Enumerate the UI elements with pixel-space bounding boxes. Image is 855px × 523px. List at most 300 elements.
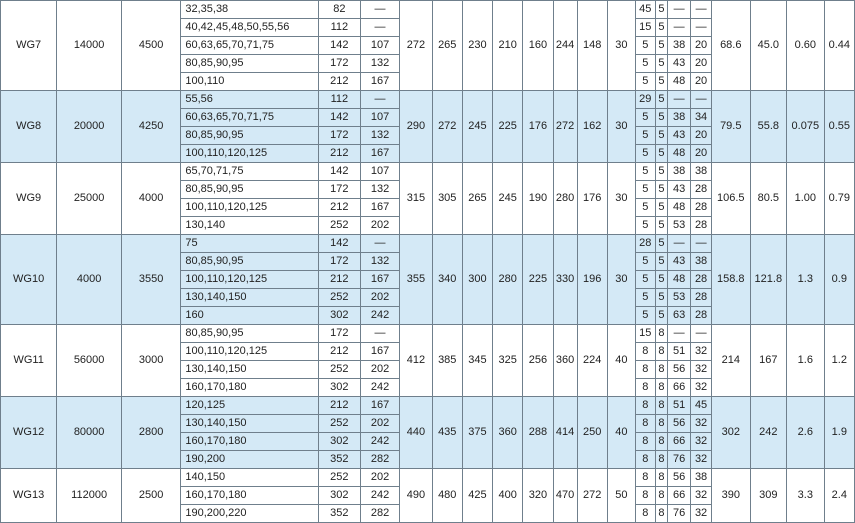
- table-cell: 32: [691, 487, 712, 505]
- table-cell: 390: [711, 469, 750, 523]
- table-cell: 25000: [57, 163, 122, 235]
- table-cell: —: [360, 91, 400, 109]
- table-cell: 5: [655, 55, 668, 73]
- table-cell: 490: [400, 469, 432, 523]
- table-cell: 56000: [57, 325, 122, 397]
- table-cell: 45: [635, 1, 655, 19]
- table-cell: 242: [360, 487, 400, 505]
- table-cell: —: [691, 91, 712, 109]
- table-cell: 148: [577, 1, 607, 91]
- table-cell: 130,140,150: [181, 415, 319, 433]
- table-cell: 5: [635, 37, 655, 55]
- table-cell: 212: [319, 199, 361, 217]
- table-cell: 202: [360, 469, 400, 487]
- table-cell: 172: [319, 55, 361, 73]
- table-cell: 100,110,120,125: [181, 271, 319, 289]
- table-cell: 167: [360, 73, 400, 91]
- table-cell: 1.9: [824, 397, 854, 469]
- table-cell: 38: [668, 163, 691, 181]
- table-cell: 252: [319, 469, 361, 487]
- table-cell: 20: [691, 145, 712, 163]
- table-cell: 212: [319, 271, 361, 289]
- table-cell: 302: [319, 307, 361, 325]
- table-cell: 5: [635, 217, 655, 235]
- table-cell: 8: [655, 505, 668, 523]
- table-cell: 53: [668, 289, 691, 307]
- table-cell: 176: [523, 91, 553, 163]
- table-cell: 242: [750, 397, 786, 469]
- table-cell: 15: [635, 19, 655, 37]
- table-cell: 272: [577, 469, 607, 523]
- table-cell: 43: [668, 55, 691, 73]
- table-cell: 167: [360, 271, 400, 289]
- table-cell: 1.6: [787, 325, 825, 397]
- table-cell: WG8: [1, 91, 57, 163]
- table-cell: 5: [655, 109, 668, 127]
- table-cell: 202: [360, 415, 400, 433]
- table-cell: 244: [553, 1, 577, 91]
- table-cell: 142: [319, 235, 361, 253]
- table-cell: WG12: [1, 397, 57, 469]
- table-cell: 20: [691, 55, 712, 73]
- table-cell: 106.5: [711, 163, 750, 235]
- table-row: [1, 91, 855, 109]
- table-cell: 1.3: [787, 235, 825, 325]
- table-cell: 28: [691, 199, 712, 217]
- table-cell: 167: [360, 199, 400, 217]
- table-cell: 30: [607, 91, 635, 163]
- table-cell: 56: [668, 361, 691, 379]
- table-cell: 60,63,65,70,71,75: [181, 37, 319, 55]
- table-cell: 330: [553, 235, 577, 325]
- table-cell: 160,170,180: [181, 379, 319, 397]
- table-cell: 265: [432, 1, 462, 91]
- table-cell: 265: [462, 163, 492, 235]
- table-cell: 142: [319, 109, 361, 127]
- table-cell: 355: [400, 235, 432, 325]
- table-cell: 5: [655, 1, 668, 19]
- table-cell: 5: [655, 253, 668, 271]
- table-cell: 176: [577, 163, 607, 235]
- table-cell: 302: [711, 397, 750, 469]
- table-cell: 160: [181, 307, 319, 325]
- table-cell: 8: [655, 397, 668, 415]
- table-cell: 242: [360, 307, 400, 325]
- table-cell: 100,110,120,125: [181, 145, 319, 163]
- table-cell: 32: [691, 505, 712, 523]
- table-cell: 66: [668, 433, 691, 451]
- table-cell: 3000: [121, 325, 180, 397]
- table-cell: 5: [635, 127, 655, 145]
- table-cell: 202: [360, 217, 400, 235]
- table-cell: 82: [319, 1, 361, 19]
- table-cell: 0.79: [824, 163, 854, 235]
- table-cell: 45.0: [750, 1, 786, 91]
- table-cell: 75: [181, 235, 319, 253]
- table-cell: 107: [360, 163, 400, 181]
- table-cell: 38: [691, 253, 712, 271]
- table-cell: 8: [635, 505, 655, 523]
- table-cell: 288: [523, 397, 553, 469]
- table-cell: 40: [607, 397, 635, 469]
- table-cell: 5: [655, 91, 668, 109]
- table-cell: 242: [360, 379, 400, 397]
- table-cell: 8: [635, 397, 655, 415]
- table-cell: 256: [523, 325, 553, 397]
- table-cell: 272: [553, 91, 577, 163]
- table-cell: 40: [607, 325, 635, 397]
- table-cell: 282: [360, 505, 400, 523]
- table-cell: 8: [635, 379, 655, 397]
- table-cell: 48: [668, 145, 691, 163]
- table-cell: 225: [523, 235, 553, 325]
- table-cell: 43: [668, 181, 691, 199]
- table-cell: 28: [691, 217, 712, 235]
- table-cell: 28: [691, 181, 712, 199]
- table-cell: 142: [319, 37, 361, 55]
- table-cell: 5: [655, 19, 668, 37]
- table-cell: 8: [635, 361, 655, 379]
- table-cell: 20000: [57, 91, 122, 163]
- table-cell: 400: [493, 469, 523, 523]
- table-cell: 68.6: [711, 1, 750, 91]
- table-row: [1, 325, 855, 343]
- table-cell: 202: [360, 361, 400, 379]
- table-cell: 8: [655, 379, 668, 397]
- table-cell: 120,125: [181, 397, 319, 415]
- table-cell: 212: [319, 73, 361, 91]
- table-cell: 302: [319, 433, 361, 451]
- table-cell: 15: [635, 325, 655, 343]
- table-cell: 40,42,45,48,50,55,56: [181, 19, 319, 37]
- table-cell: 112000: [57, 469, 122, 523]
- table-cell: 167: [360, 343, 400, 361]
- table-cell: 80,85,90,95: [181, 325, 319, 343]
- table-cell: 425: [462, 469, 492, 523]
- table-cell: 190,200: [181, 451, 319, 469]
- table-cell: WG13: [1, 469, 57, 523]
- table-cell: 132: [360, 55, 400, 73]
- table-cell: 107: [360, 109, 400, 127]
- table-cell: 5: [655, 181, 668, 199]
- table-cell: 5: [655, 127, 668, 145]
- table-cell: 8: [655, 325, 668, 343]
- table-cell: 5: [655, 307, 668, 325]
- table-cell: 56: [668, 415, 691, 433]
- table-cell: 76: [668, 505, 691, 523]
- table-cell: 142: [319, 163, 361, 181]
- table-cell: 28: [691, 307, 712, 325]
- table-cell: 2.4: [824, 469, 854, 523]
- table-cell: 8: [635, 469, 655, 487]
- table-cell: 8: [655, 361, 668, 379]
- table-cell: 5: [635, 181, 655, 199]
- table-cell: 32: [691, 451, 712, 469]
- table-cell: 252: [319, 289, 361, 307]
- table-cell: 38: [668, 37, 691, 55]
- table-cell: 412: [400, 325, 432, 397]
- table-cell: 290: [400, 91, 432, 163]
- table-cell: 470: [553, 469, 577, 523]
- table-cell: 30: [607, 235, 635, 325]
- table-cell: 414: [553, 397, 577, 469]
- table-cell: —: [360, 19, 400, 37]
- table-cell: 320: [523, 469, 553, 523]
- table-cell: 130,140,150: [181, 289, 319, 307]
- table-cell: 28: [691, 289, 712, 307]
- table-cell: 121.8: [750, 235, 786, 325]
- table-cell: 0.55: [824, 91, 854, 163]
- table-cell: 5: [655, 199, 668, 217]
- table-cell: 100,110,120,125: [181, 199, 319, 217]
- table-cell: 0.60: [787, 1, 825, 91]
- table-cell: 252: [319, 361, 361, 379]
- table-cell: 48: [668, 73, 691, 91]
- table-cell: —: [360, 235, 400, 253]
- table-cell: 0.44: [824, 1, 854, 91]
- table-cell: 28: [691, 271, 712, 289]
- table-cell: 14000: [57, 1, 122, 91]
- table-cell: 272: [432, 91, 462, 163]
- table-cell: 8: [635, 415, 655, 433]
- table-cell: WG11: [1, 325, 57, 397]
- table-cell: 80,85,90,95: [181, 181, 319, 199]
- table-cell: 4500: [121, 1, 180, 91]
- table-cell: 8: [635, 343, 655, 361]
- table-cell: 2800: [121, 397, 180, 469]
- table-cell: WG10: [1, 235, 57, 325]
- table-cell: 167: [360, 145, 400, 163]
- table-cell: 172: [319, 253, 361, 271]
- table-cell: 172: [319, 325, 361, 343]
- table-cell: 80,85,90,95: [181, 55, 319, 73]
- table-cell: 20: [691, 127, 712, 145]
- table-cell: —: [691, 325, 712, 343]
- table-cell: 158.8: [711, 235, 750, 325]
- table-row: [1, 1, 855, 19]
- table-cell: 5: [655, 37, 668, 55]
- table-cell: 38: [691, 469, 712, 487]
- table-cell: 4250: [121, 91, 180, 163]
- table-cell: 32: [691, 433, 712, 451]
- table-cell: 8: [655, 433, 668, 451]
- table-cell: 5: [635, 55, 655, 73]
- table-cell: 50: [607, 469, 635, 523]
- table-cell: 214: [711, 325, 750, 397]
- table-cell: 212: [319, 397, 361, 415]
- table-cell: 252: [319, 415, 361, 433]
- table-cell: WG7: [1, 1, 57, 91]
- table-cell: 32: [691, 343, 712, 361]
- table-cell: 435: [432, 397, 462, 469]
- table-cell: 5: [635, 109, 655, 127]
- table-cell: 140,150: [181, 469, 319, 487]
- table-cell: 132: [360, 127, 400, 145]
- table-cell: 80,85,90,95: [181, 127, 319, 145]
- table-cell: 325: [493, 325, 523, 397]
- table-cell: 30: [607, 163, 635, 235]
- table-cell: 160: [523, 1, 553, 91]
- table-cell: —: [668, 1, 691, 19]
- table-cell: 79.5: [711, 91, 750, 163]
- table-cell: 80000: [57, 397, 122, 469]
- table-cell: 340: [432, 235, 462, 325]
- table-cell: 32: [691, 361, 712, 379]
- table-row: [1, 469, 855, 487]
- table-cell: 132: [360, 181, 400, 199]
- table-cell: 53: [668, 217, 691, 235]
- table-cell: 130,140: [181, 217, 319, 235]
- table-cell: 29: [635, 91, 655, 109]
- table-cell: 280: [493, 235, 523, 325]
- table-cell: 345: [462, 325, 492, 397]
- table-cell: 55.8: [750, 91, 786, 163]
- table-cell: —: [691, 235, 712, 253]
- table-cell: 5: [655, 217, 668, 235]
- table-cell: 20: [691, 73, 712, 91]
- table-cell: 172: [319, 127, 361, 145]
- table-cell: 252: [319, 217, 361, 235]
- table-cell: 8: [655, 343, 668, 361]
- table-cell: 302: [319, 487, 361, 505]
- table-cell: 305: [432, 163, 462, 235]
- table-cell: 48: [668, 199, 691, 217]
- table-cell: 30: [607, 1, 635, 91]
- table-cell: 80,85,90,95: [181, 253, 319, 271]
- table-cell: 3550: [121, 235, 180, 325]
- table-cell: 8: [635, 433, 655, 451]
- table-cell: 100,110,120,125: [181, 343, 319, 361]
- table-cell: 280: [553, 163, 577, 235]
- table-cell: 272: [400, 1, 432, 91]
- table-cell: 5: [635, 163, 655, 181]
- table-cell: 8: [655, 469, 668, 487]
- table-cell: 440: [400, 397, 432, 469]
- table-cell: 167: [750, 325, 786, 397]
- table-cell: 196: [577, 235, 607, 325]
- table-cell: 4000: [57, 235, 122, 325]
- table-cell: —: [668, 235, 691, 253]
- table-cell: 190: [523, 163, 553, 235]
- table-cell: 385: [432, 325, 462, 397]
- table-cell: 360: [493, 397, 523, 469]
- table-cell: 2.6: [787, 397, 825, 469]
- table-cell: 0.075: [787, 91, 825, 163]
- table-cell: 100,110: [181, 73, 319, 91]
- table-cell: 66: [668, 487, 691, 505]
- table-cell: 5: [635, 73, 655, 91]
- table-cell: 309: [750, 469, 786, 523]
- table-cell: 132: [360, 253, 400, 271]
- table-cell: 375: [462, 397, 492, 469]
- table-cell: 8: [655, 415, 668, 433]
- table-cell: 28: [635, 235, 655, 253]
- table-cell: 212: [319, 343, 361, 361]
- table-row: [1, 235, 855, 253]
- table-cell: 80.5: [750, 163, 786, 235]
- table-cell: 5: [635, 145, 655, 163]
- table-cell: 55,56: [181, 91, 319, 109]
- table-cell: 34: [691, 109, 712, 127]
- table-cell: 8: [655, 487, 668, 505]
- table-cell: 5: [635, 307, 655, 325]
- table-cell: 167: [360, 397, 400, 415]
- table-cell: —: [668, 91, 691, 109]
- table-cell: —: [691, 19, 712, 37]
- table-cell: 5: [635, 289, 655, 307]
- table-cell: 5: [635, 199, 655, 217]
- table-cell: 51: [668, 397, 691, 415]
- table-cell: 1.00: [787, 163, 825, 235]
- table-cell: 3.3: [787, 469, 825, 523]
- table-cell: 202: [360, 289, 400, 307]
- table-cell: 190,200,220: [181, 505, 319, 523]
- table-cell: 38: [668, 109, 691, 127]
- table-cell: 480: [432, 469, 462, 523]
- table-cell: 56: [668, 469, 691, 487]
- table-cell: 302: [319, 379, 361, 397]
- table-cell: 32: [691, 415, 712, 433]
- table-cell: 360: [553, 325, 577, 397]
- table-cell: 8: [655, 451, 668, 469]
- table-cell: 112: [319, 91, 361, 109]
- table-cell: 112: [319, 19, 361, 37]
- table-cell: —: [668, 325, 691, 343]
- table-cell: 63: [668, 307, 691, 325]
- table-cell: 51: [668, 343, 691, 361]
- table-cell: —: [668, 19, 691, 37]
- table-cell: 65,70,71,75: [181, 163, 319, 181]
- table-cell: 5: [635, 271, 655, 289]
- table-cell: 1.2: [824, 325, 854, 397]
- table-cell: 5: [635, 253, 655, 271]
- table-cell: 0.9: [824, 235, 854, 325]
- table-cell: 43: [668, 253, 691, 271]
- table-cell: 130,140,150: [181, 361, 319, 379]
- table-cell: 224: [577, 325, 607, 397]
- table-cell: 66: [668, 379, 691, 397]
- table-cell: 230: [462, 1, 492, 91]
- table-cell: 43: [668, 127, 691, 145]
- table-cell: 32: [691, 379, 712, 397]
- table-cell: 45: [691, 397, 712, 415]
- table-cell: 300: [462, 235, 492, 325]
- table-cell: 5: [655, 235, 668, 253]
- table-cell: 352: [319, 451, 361, 469]
- table-cell: —: [691, 1, 712, 19]
- table-cell: 245: [462, 91, 492, 163]
- table-cell: 315: [400, 163, 432, 235]
- table-row: [1, 397, 855, 415]
- table-cell: —: [360, 1, 400, 19]
- table-cell: 5: [655, 73, 668, 91]
- table-cell: 5: [655, 271, 668, 289]
- table-cell: 245: [493, 163, 523, 235]
- table-cell: 4000: [121, 163, 180, 235]
- table-cell: 48: [668, 271, 691, 289]
- table-cell: 8: [635, 451, 655, 469]
- table-cell: —: [360, 325, 400, 343]
- table-cell: 5: [655, 289, 668, 307]
- table-cell: 162: [577, 91, 607, 163]
- table-cell: WG9: [1, 163, 57, 235]
- table-cell: 250: [577, 397, 607, 469]
- table-cell: 282: [360, 451, 400, 469]
- table-cell: 107: [360, 37, 400, 55]
- table-cell: 160,170,180: [181, 487, 319, 505]
- table-cell: 5: [655, 163, 668, 181]
- table-cell: 38: [691, 163, 712, 181]
